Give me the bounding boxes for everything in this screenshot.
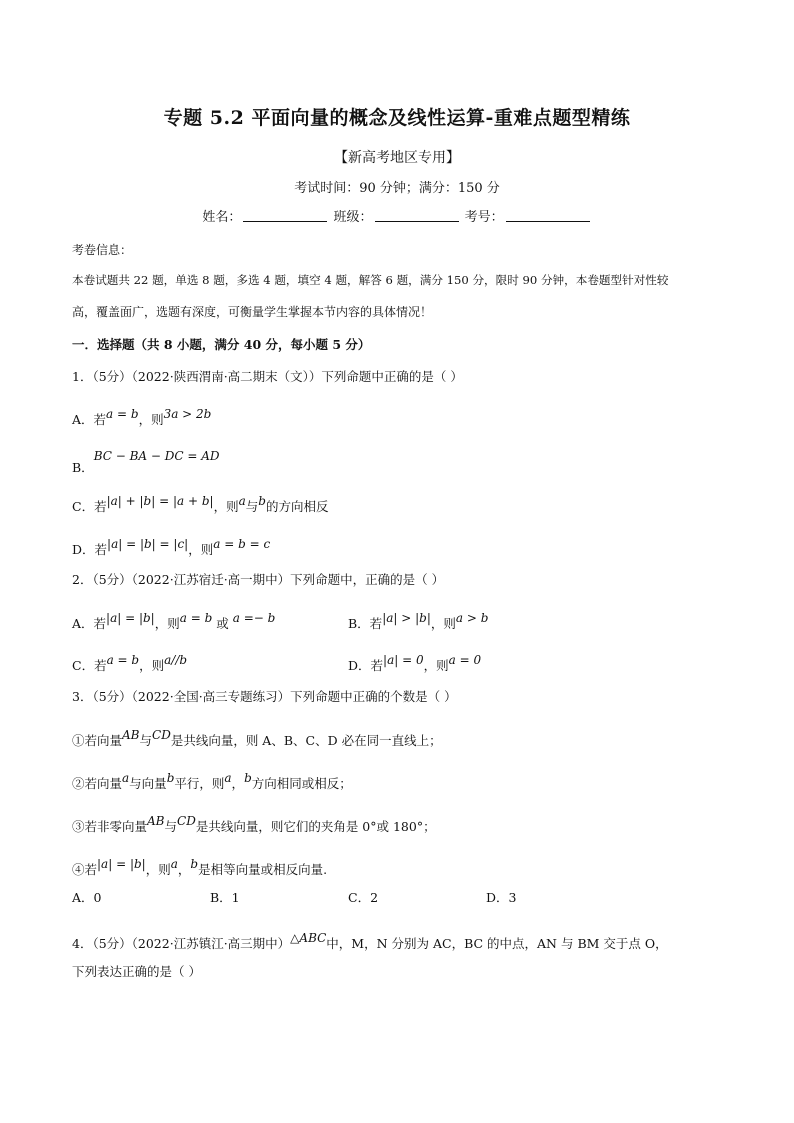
id-blank[interactable] [506, 209, 590, 222]
q3-option-c: C．2 [348, 890, 379, 905]
q2-d-math-1: |a| = 0 [383, 653, 424, 667]
q3-statement-1: ①若向量AB与CD是共线向量，则 A、B、C、D 必在同一直线上； [72, 728, 442, 748]
info-line-1: 本卷试题共 22 题，单选 8 题，多选 4 题，填空 4 题，解答 6 题，满分 150 分，限时 90 分钟，本卷题型针对性较 [72, 273, 669, 287]
q2-d-math-2: a = 0 [448, 653, 482, 667]
q1-b-math: BC − BA − DC = AD [93, 449, 220, 463]
q1-c-math-2: a [238, 494, 246, 508]
q2-option-d: D．若|a| = 0，则a = 0 [348, 653, 482, 673]
q3-s2-math-4: b [244, 771, 252, 785]
q4-stem: 4．（5分）（2022·江苏镇江·高三期中）△ABC中，M，N 分别为 AC，BC 的中点，AN 与 BM 交于点 O， [72, 931, 668, 951]
q3-s2-math-1: a [122, 771, 130, 785]
q3-option-d: D．3 [486, 890, 517, 905]
q3-s3-math-1: AB [147, 814, 165, 828]
name-label: 姓名： [202, 210, 242, 225]
q1-option-c: C．若|a| + |b| = |a + b|，则a与b的方向相反 [72, 494, 329, 514]
q3-s1-math-2: CD [152, 728, 171, 742]
q2-c-math-1: a = b [106, 653, 140, 667]
q3-s2-math-2: b [166, 771, 175, 785]
doc-subtitle: 【新高考地区专用】 [334, 150, 460, 166]
q2-a-math-1: |a| = |b| [106, 611, 155, 625]
q2-stem: 2．（5分）（2022·江苏宿迁·高一期中）下列命题中，正确的是（ ） [72, 572, 445, 587]
q3-statement-3: ③若非零向量AB与CD是共线向量，则它们的夹角是 0°或 180°； [72, 814, 436, 834]
q1-c-math-1: |a| + |b| = |a + b| [106, 494, 214, 508]
q2-b-math-2: a > b [455, 611, 489, 625]
q1-option-b: B．BC − BA − DC = AD [72, 449, 220, 475]
q1-option-a: A．若a = b，则3a > 2b [72, 407, 212, 427]
class-label: 班级： [333, 210, 373, 225]
exam-time: 考试时间：90 分钟；满分：150 分 [294, 181, 500, 196]
q3-statement-2: ②若向量a与向量b平行，则a，b方向相同或相反； [72, 771, 352, 791]
q2-option-a: A．若|a| = |b|，则a = b 或 a =− b [72, 611, 276, 631]
q1-a-math-2: 3a > 2b [163, 407, 212, 421]
q1-d-math-1: |a| = |b| = |c| [107, 537, 189, 551]
name-blank[interactable] [243, 209, 327, 222]
q1-a-math-1: a = b [106, 407, 139, 421]
info-heading: 考卷信息： [72, 243, 133, 257]
info-line-2: 高，覆盖面广，选题有深度，可衡量学生掌握本节内容的具体情况！ [72, 305, 433, 319]
class-blank[interactable] [375, 209, 459, 222]
q2-option-b: B．若|a| > |b|，则a > b [348, 611, 489, 631]
q4-stem-line-2: 下列表达正确的是（ ） [72, 964, 201, 979]
q2-option-c: C．若a = b，则a//b [72, 653, 188, 673]
q4-math: △ABC [290, 931, 327, 945]
id-label: 考号： [464, 210, 504, 225]
section-heading: 一．选择题（共 8 小题，满分 40 分，每小题 5 分） [72, 337, 371, 352]
q3-s1-math-1: AB [122, 728, 140, 742]
q3-s4-math-1: |a| = |b| [97, 857, 146, 871]
q3-s3-math-2: CD [177, 814, 196, 828]
q1-c-math-3: b [258, 494, 266, 508]
doc-title: 专题 5.2 平面向量的概念及线性运算-重难点题型精练 [163, 107, 631, 129]
q3-s4-math-3: b [190, 857, 199, 871]
q1-option-d: D．若|a| = |b| = |c|，则a = b = c [72, 537, 271, 557]
q3-option-b: B．1 [210, 890, 240, 905]
q2-a-math-2: a = b [179, 611, 213, 625]
student-info [0, 206, 794, 225]
q3-stem: 3．（5分）（2022·全国·高三专题练习）下列命题中正确的个数是（ ） [72, 689, 457, 704]
q1-stem: 1．（5分）（2022·陕西渭南·高二期末（文））下列命题中正确的是（ ） [72, 369, 463, 384]
q3-s2-math-3: a [224, 771, 232, 785]
q2-a-math-3: a =− b [232, 611, 276, 625]
q2-c-math-2: a//b [164, 653, 188, 667]
q3-statement-4: ④若|a| = |b|，则a，b是相等向量或相反向量. [72, 857, 328, 877]
q3-s4-math-2: a [170, 857, 178, 871]
q2-b-math-1: |a| > |b| [382, 611, 431, 625]
q3-option-a: A．0 [72, 890, 102, 905]
q1-d-math-2: a = b = c [213, 537, 271, 551]
